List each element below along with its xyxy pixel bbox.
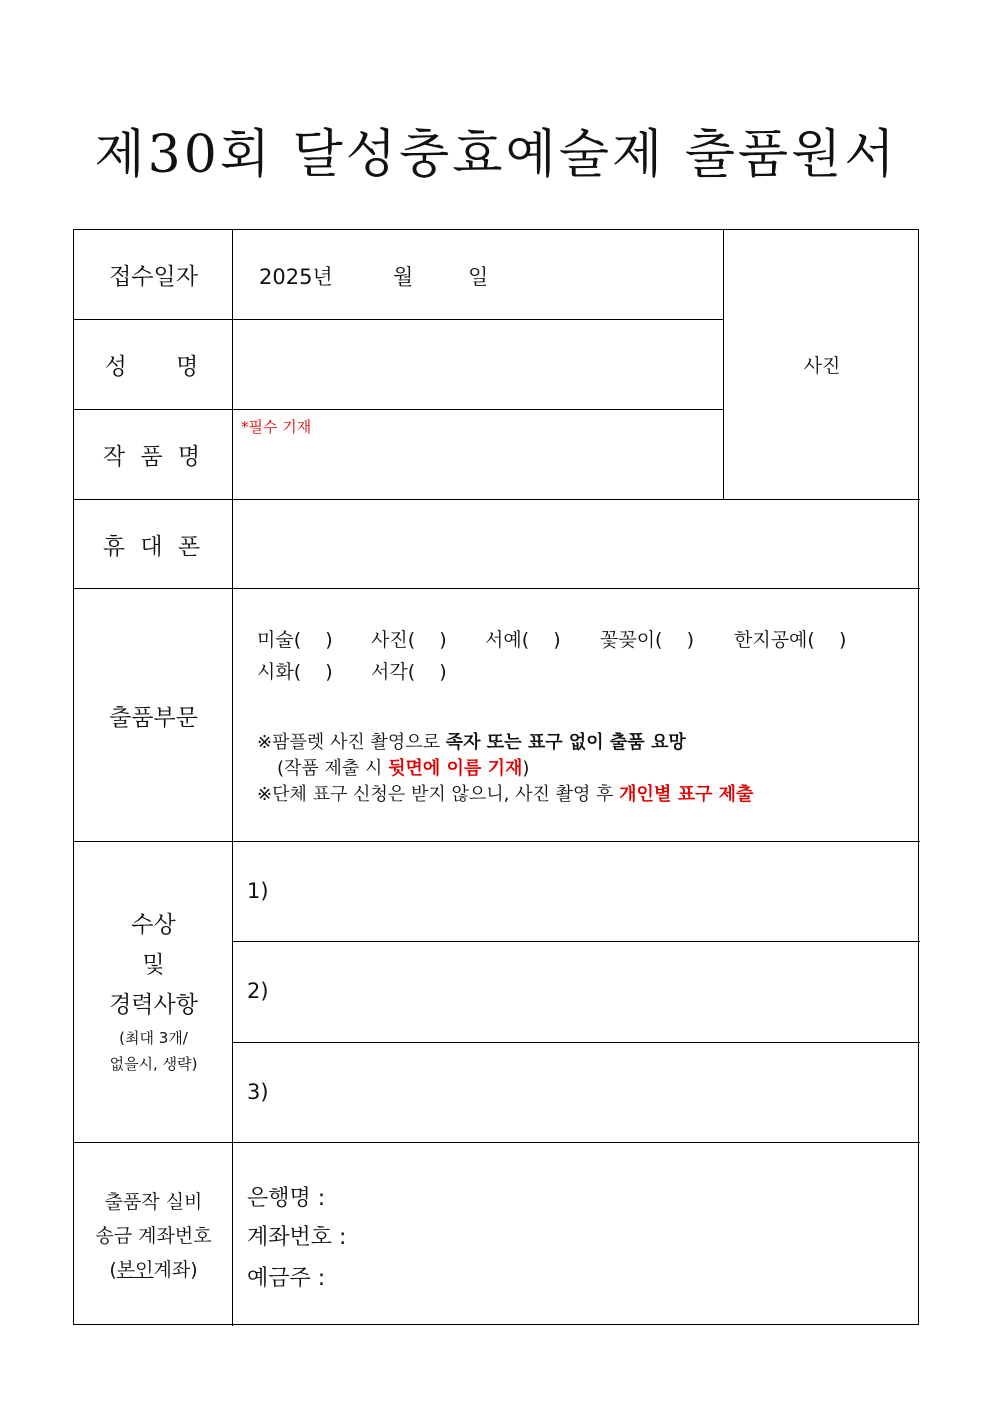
- award-item-number: 1): [247, 879, 269, 903]
- page-title: 제30회 달성충효예술제 출품원서: [94, 125, 898, 185]
- awards-sub-line2: 없을시, 생략): [109, 1055, 198, 1073]
- notice-3: ※단체 표구 신청은 받지 않으니, 사진 촬영 후 개인별 표구 제출: [257, 784, 754, 805]
- category-field: [233, 589, 920, 841]
- awards-sub-line1: (최대 3개/: [119, 1029, 188, 1047]
- award-item-number: 3): [247, 1080, 269, 1104]
- work-title-field[interactable]: [233, 410, 723, 499]
- award-item-2[interactable]: [233, 942, 920, 1042]
- award-item-3[interactable]: [233, 1043, 920, 1142]
- option-photo[interactable]: 사진( ): [371, 629, 447, 651]
- account-number-label: 계좌번호 :: [247, 1225, 347, 1250]
- option-carving[interactable]: 서각( ): [371, 661, 447, 683]
- bank-label: [74, 1143, 233, 1326]
- bank-label-line1: 출품작 실비: [104, 1191, 203, 1213]
- option-art[interactable]: 미술( ): [257, 629, 333, 651]
- receipt-month: 월: [393, 265, 414, 289]
- bank-label-line2: 송금 계좌번호: [95, 1225, 212, 1247]
- receipt-date-field[interactable]: [233, 230, 723, 319]
- phone-label: 휴 대 폰: [102, 533, 205, 560]
- awards-label-line2: 및: [142, 952, 165, 978]
- award-item-number: 2): [247, 979, 269, 1003]
- name-label: [74, 320, 233, 409]
- photo-label: 사진: [803, 355, 841, 377]
- award-item-1[interactable]: [233, 842, 920, 941]
- option-poem[interactable]: 시화( ): [257, 661, 333, 683]
- notice-1: ※팜플렛 사진 촬영으로 족자 또는 표구 없이 출품 요망: [257, 732, 686, 753]
- option-flower[interactable]: 꽃꽂이( ): [600, 629, 695, 651]
- receipt-date-label: 접수일자: [109, 264, 198, 290]
- receipt-year: 2025년: [259, 265, 333, 289]
- name-field[interactable]: [233, 320, 723, 409]
- option-hanji[interactable]: 한지공예( ): [734, 629, 847, 651]
- bank-name-label: 은행명 :: [247, 1186, 326, 1211]
- awards-label: [74, 842, 233, 1142]
- awards-label-line3: 경력사항: [109, 992, 198, 1018]
- name-label-text: 성 명: [104, 354, 203, 380]
- account-holder-label: 예금주 :: [247, 1266, 326, 1291]
- category-label: 출품부문: [109, 704, 198, 731]
- application-form: [73, 229, 919, 1325]
- option-calligraphy[interactable]: 서예( ): [485, 629, 561, 651]
- phone-field[interactable]: [233, 500, 920, 588]
- awards-label-line1: 수상: [131, 912, 176, 938]
- notice-2: (작품 제출 시 뒷면에 이름 기재): [277, 758, 530, 779]
- work-title-label: 작 품 명: [102, 444, 205, 470]
- bank-field[interactable]: [233, 1143, 920, 1326]
- required-note: *필수 기재: [241, 418, 312, 436]
- receipt-day: 일: [468, 265, 489, 289]
- bank-label-line3: (본인계좌): [109, 1259, 198, 1281]
- photo-box[interactable]: [724, 230, 920, 499]
